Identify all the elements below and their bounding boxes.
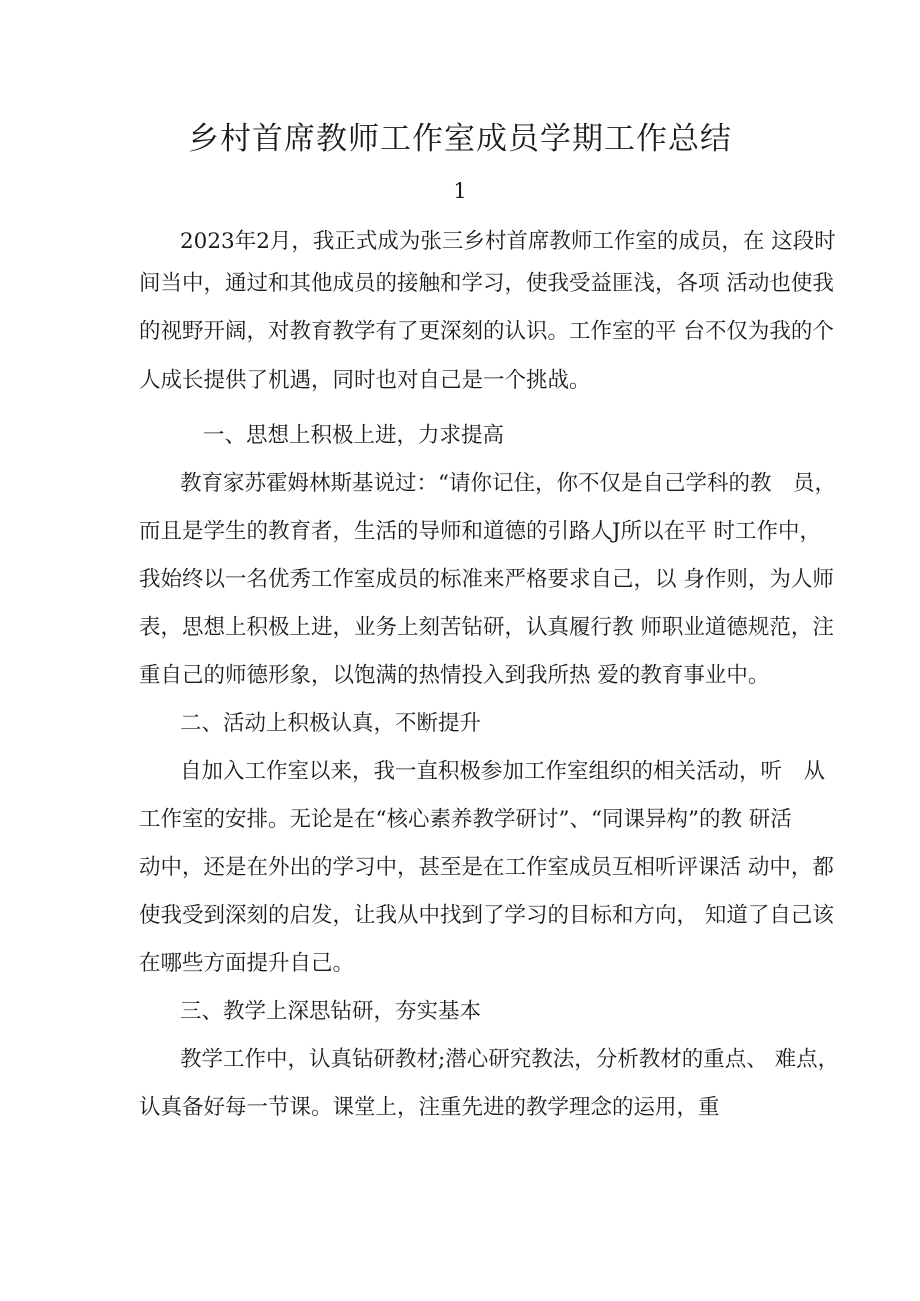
- paragraph-line: 认真备好每一节课。课堂上，注重先进的教学理念的运用，重: [139, 1095, 720, 1120]
- paragraph-line: 我始终以一名优秀工作室成员的标准来严格要求自己，以 身作则，为人师: [139, 567, 834, 592]
- paragraph-line: 自加入工作室以来，我一直积极参加工作室组织的相关活动，听 从: [180, 759, 826, 784]
- section-heading: 二、活动上积极认真，不断提升: [180, 711, 482, 736]
- paragraph-line: 动中，还是在外出的学习中，甚至是在工作室成员互相听评课活 动中，都: [139, 855, 834, 880]
- paragraph-line: 在哪些方面提升自己。: [139, 951, 355, 976]
- paragraph-line: 工作室的安排。无论是在“核心素养教学研讨”、“同课异构”的教 研活: [139, 807, 792, 832]
- section-heading: 一、思想上积极上进，力求提高: [203, 423, 505, 448]
- paragraph-line: 教育家苏霍姆林斯基说过：“请你记住，你不仅是自己学科的教 员，: [180, 471, 836, 496]
- document-title: 乡村首席教师工作室成员学期工作总结: [188, 121, 732, 157]
- paragraph-line: 重自己的师德形象，以饱满的热情投入到我所热 爱的教育事业中。: [139, 663, 770, 688]
- paragraph-line: 人成长提供了机遇，同时也对自己是一个挑战。: [139, 368, 591, 393]
- paragraph-line: 表，思想上积极上进，业务上刻苦钻研，认真履行教 师职业道德规范，注: [139, 615, 834, 640]
- section-heading: 三、教学上深思钻研，夯实基本: [180, 999, 482, 1024]
- page-number: 1: [453, 179, 467, 203]
- paragraph-line: 2023年2月，我正式成为张三乡村首席教师工作室的成员，在 这段时: [180, 229, 836, 254]
- paragraph-line: 使我受到深刻的启发，让我从中找到了学习的目标和方向， 知道了自己该: [139, 903, 834, 928]
- paragraph-line: 教学工作中，认真钻研教材;潜心研究教法，分析教材的重点、 难点，: [180, 1047, 840, 1072]
- paragraph-line: 间当中，通过和其他成员的接触和学习，使我受益匪浅，各项 活动也使我: [139, 271, 834, 296]
- paragraph-line: 而且是学生的教育者，生活的导师和道德的引路人J所以在平 时工作中，: [139, 519, 821, 544]
- paragraph-line: 的视野开阔，对教育教学有了更深刻的认识。工作室的平 台不仅为我的个: [139, 319, 834, 344]
